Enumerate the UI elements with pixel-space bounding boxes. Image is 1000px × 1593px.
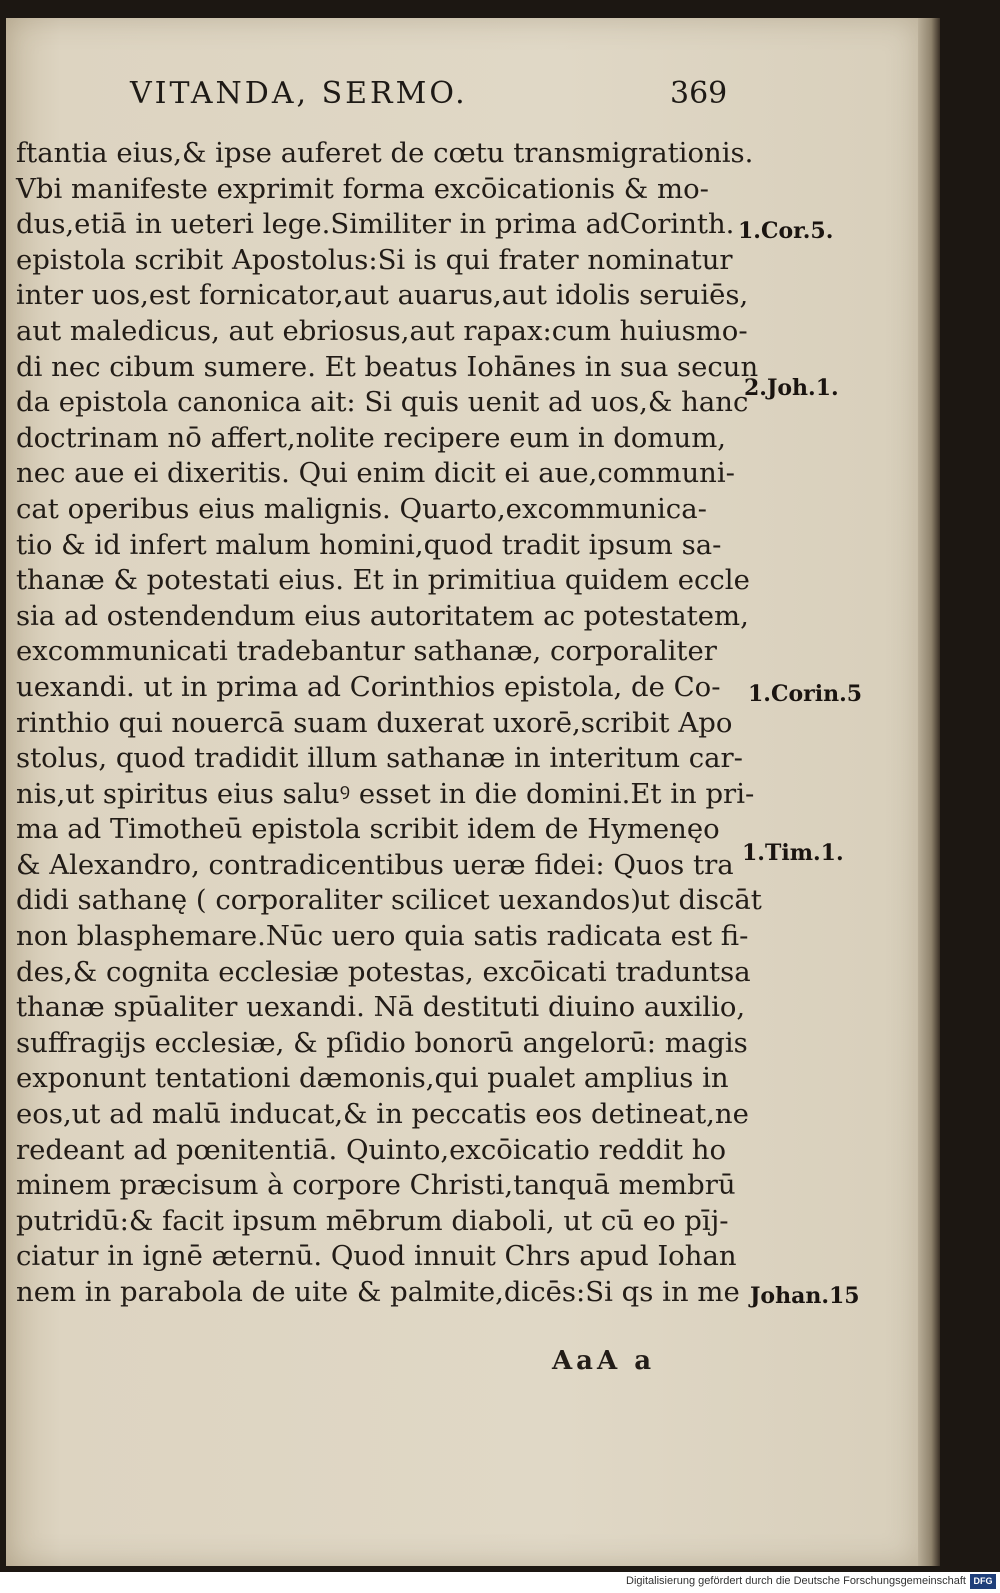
text-line: cat operibus eius malignis. Quarto,excommunica- xyxy=(16,492,707,525)
text-line: exponunt tentationi dæmonis,qui pualet amplius in xyxy=(16,1062,729,1095)
signature-mark: AaA a xyxy=(552,1346,656,1376)
text-line: dus,etiā in ueteri lege.Similiter in prima adCorinth. xyxy=(16,208,735,241)
marginal-note-joh2: 2.Joh.1. xyxy=(744,375,839,401)
page-number: 369 xyxy=(670,76,728,111)
marginal-note-cor5: 1.Cor.5. xyxy=(738,218,834,244)
text-line: inter uos,est fornicator,aut auarus,aut idolis seruiēs, xyxy=(16,279,749,312)
running-title: VITANDA, SERMO. xyxy=(130,76,468,111)
text-line: & Alexandro, contradicentibus ueræ fidei: Quos tra xyxy=(16,848,734,881)
text-line: des,& cognita ecclesiæ potestas, excōicati traduntsa xyxy=(16,955,751,988)
text-line: ftantia eius,& ipse auferet de cœtu transmigrationis. xyxy=(16,137,754,169)
text-line: ciatur in ignē æternū. Quod innuit Chrs apud Iohan xyxy=(16,1240,737,1273)
text-line: ma ad Timotheū epistola scribit idem de Hymenęo xyxy=(16,813,720,846)
text-line: uexandi. ut in prima ad Corinthios epistola, de Co- xyxy=(16,670,721,703)
text-line: eos,ut ad malū inducat,& in peccatis eos detineat,ne xyxy=(16,1098,749,1131)
text-line: thanæ spūaliter uexandi. Nā destituti diuino auxilio, xyxy=(16,991,746,1024)
text-line: putridū:& facit ipsum mēbrum diaboli, ut cū eo pīj- xyxy=(16,1204,729,1237)
footer-credit: Digitalisierung gefördert durch die Deutsche Forschungsgemeinschaft xyxy=(626,1575,966,1587)
page-edge xyxy=(918,18,940,1566)
text-line: nec aue ei dixeritis. Qui enim dicit ei aue,communi- xyxy=(16,457,735,490)
text-line: non blasphemare.Nūc uero quia satis radicata est fi- xyxy=(16,920,749,953)
running-head xyxy=(130,76,770,126)
body-text xyxy=(16,136,762,1311)
text-line: suffragijs ecclesiæ, & pſidio bonorū angelorū: magis xyxy=(16,1026,748,1059)
text-line: nem in parabola de uite & palmite,dicēs:Si qs in me xyxy=(16,1276,740,1308)
text-line: rinthio qui nouercā suam duxerat uxorē,scribit Apo xyxy=(16,706,733,739)
text-line: thanæ & potestati eius. Et in primitiua quidem eccle xyxy=(16,564,750,597)
text-line: didi sathanę ( corporaliter scilicet uexandos)ut discāt xyxy=(16,884,762,917)
text-line: excommunicati tradebantur sathanæ, corporaliter xyxy=(16,635,717,668)
text-line: tio & id infert malum homini,quod tradit ipsum sa- xyxy=(16,528,722,561)
text-line: doctrinam nō affert,nolite recipere eum in domum, xyxy=(16,421,727,454)
text-line: stolus, quod tradidit illum sathanæ in interitum car- xyxy=(16,742,743,775)
marginal-note-joh15: Johan.15 xyxy=(750,1283,860,1309)
text-line: minem præcisum à corpore Christi,tanquā membrū xyxy=(16,1169,736,1202)
marginal-note-corin5: 1.Corin.5 xyxy=(748,681,863,707)
marginal-note-tim1: 1.Tim.1. xyxy=(742,840,844,866)
text-line: Vbi manifeste exprimit forma excōicationis & mo- xyxy=(16,172,709,205)
text-line: aut maledicus, aut ebriosus,aut rapax:cum huiusmo- xyxy=(16,314,748,347)
text-line: da epistola canonica ait: Si quis uenit ad uos,& hanc xyxy=(16,386,749,419)
text-line: di nec cibum sumere. Et beatus Iohānes in sua secun xyxy=(16,350,759,383)
text-line: redeant ad pœnitentiā. Quinto,excōicatio reddit ho xyxy=(16,1133,727,1166)
footer-bar xyxy=(0,1572,1000,1593)
text-line: sia ad ostendendum eius autoritatem ac potestatem, xyxy=(16,599,749,632)
text-line: epistola scribit Apostolus:Si is qui frater nominatur xyxy=(16,243,733,276)
text-line: nis,ut spiritus eius saluꝰ esset in die domini.Et in pri- xyxy=(16,777,755,810)
dfg-logo: DFG xyxy=(970,1574,996,1589)
